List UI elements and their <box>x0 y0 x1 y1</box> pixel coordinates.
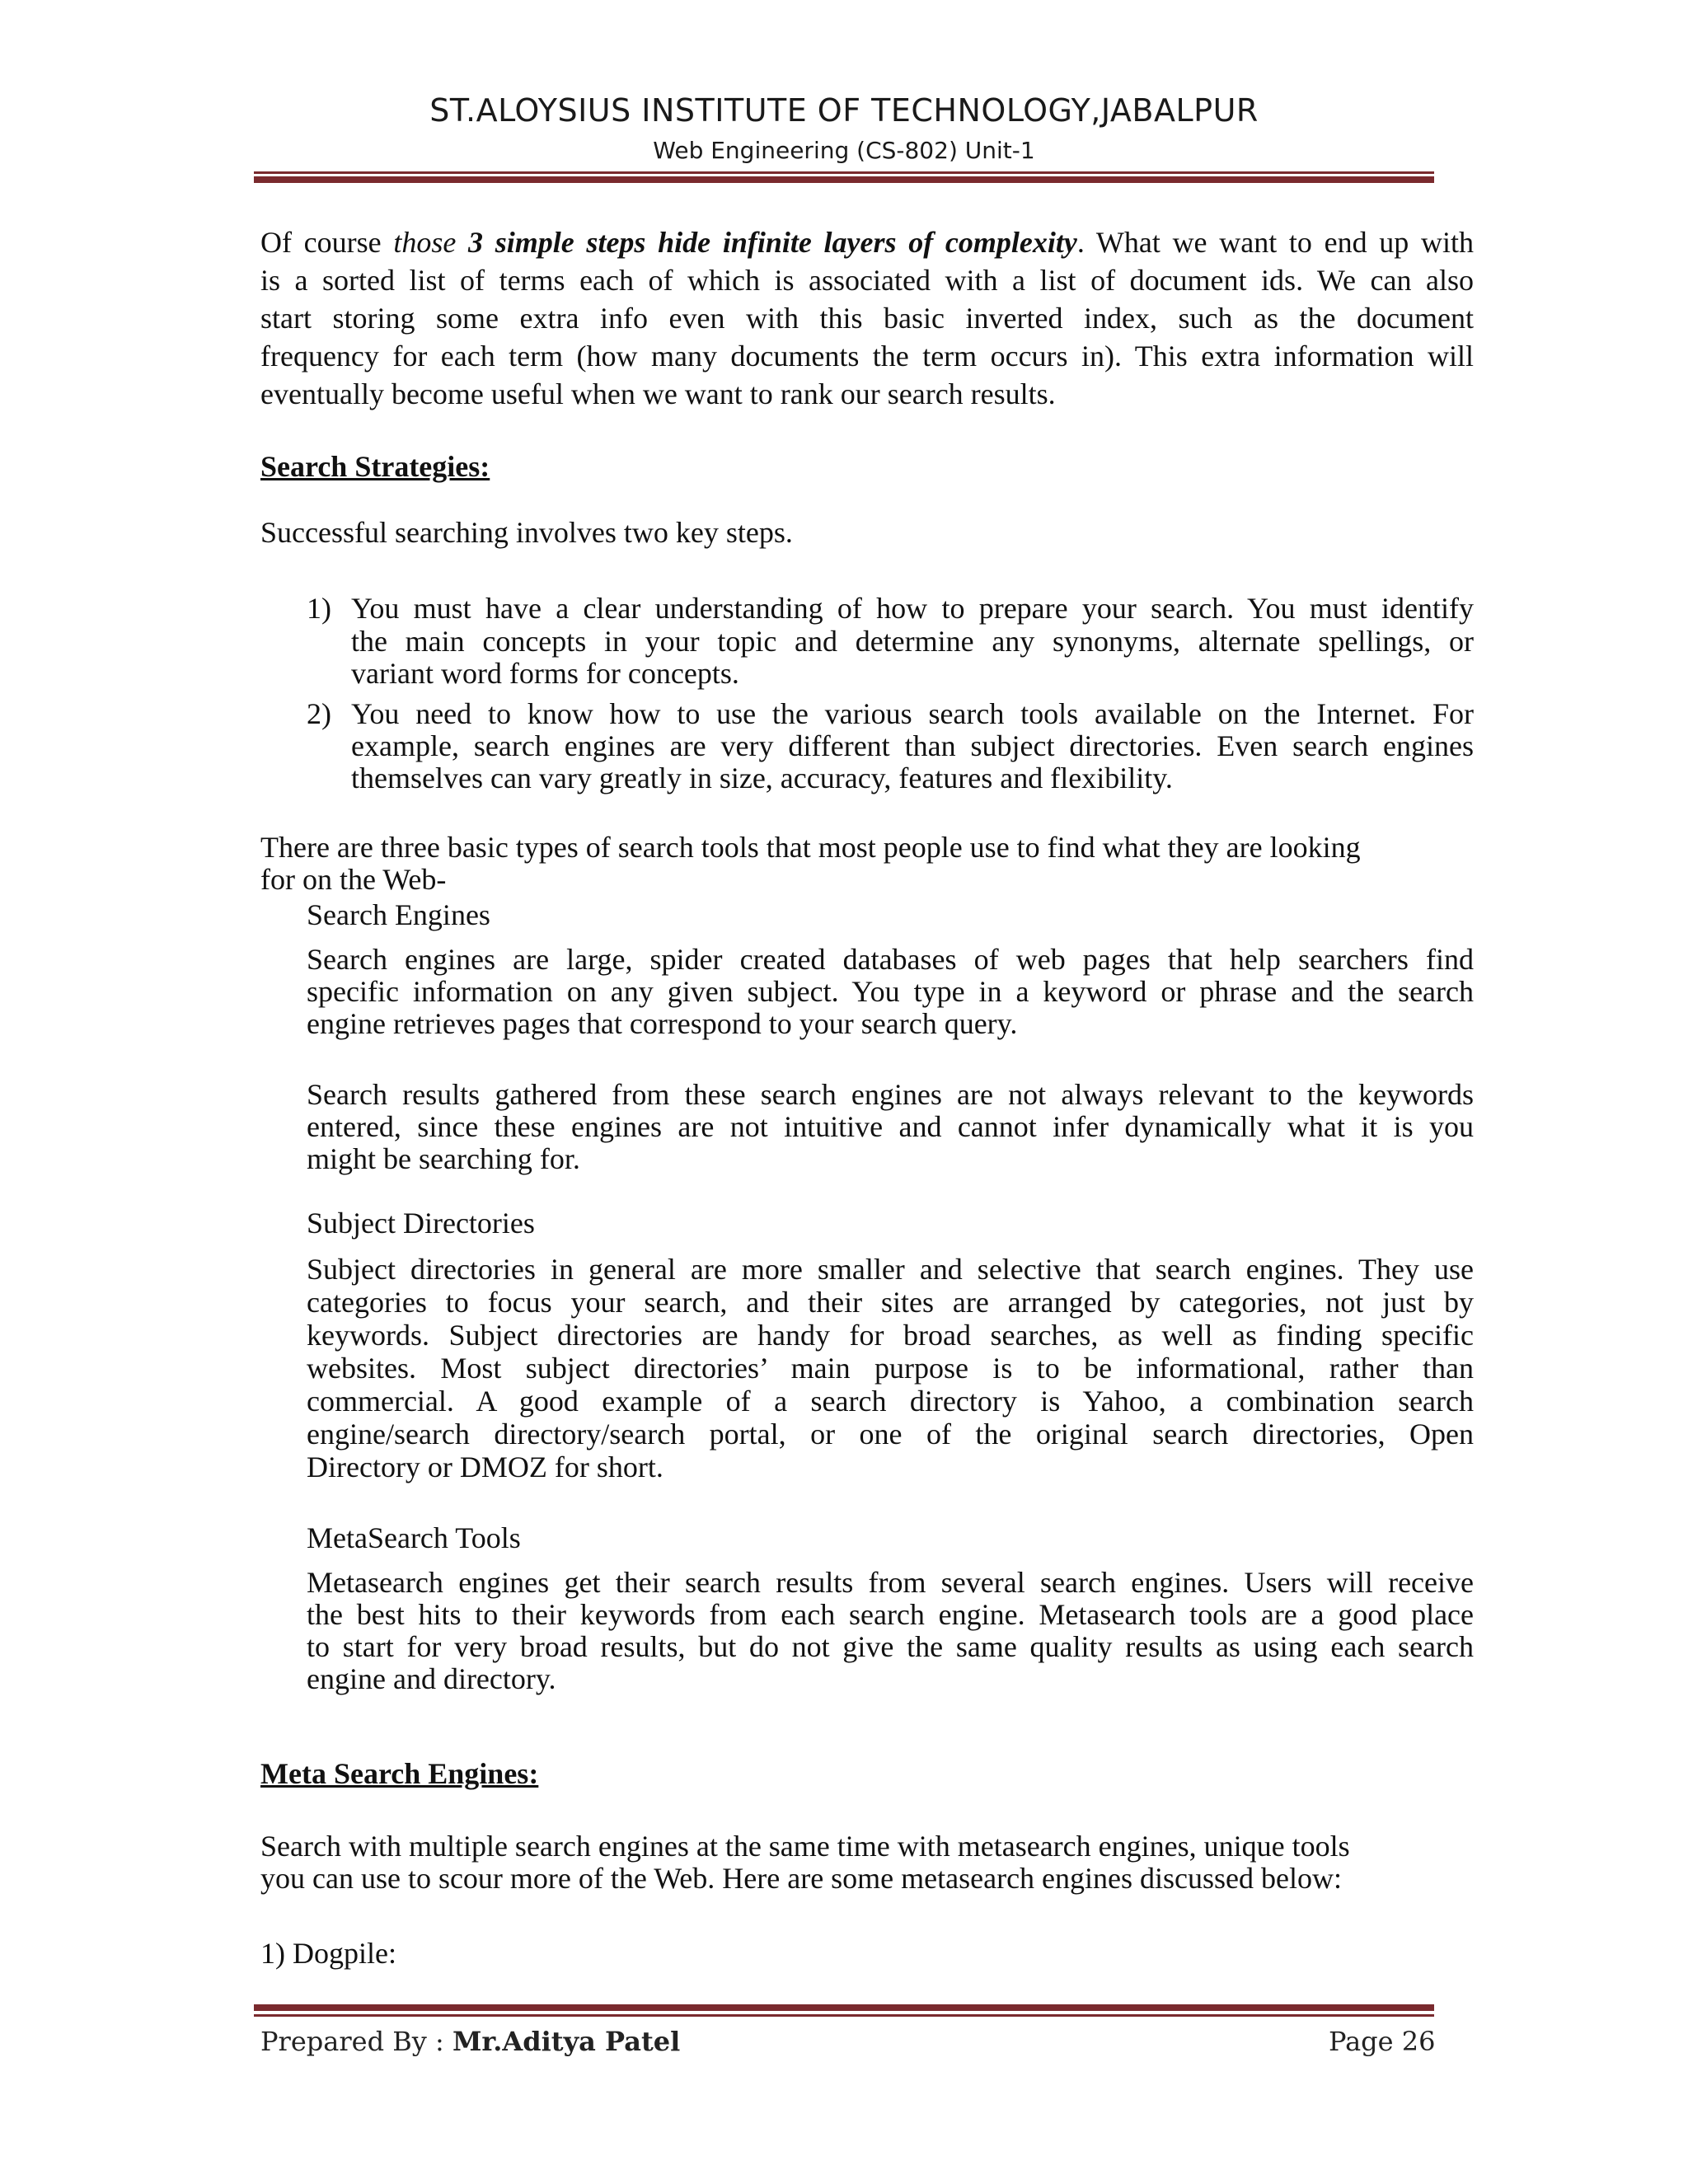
search-engines-p2-line-3: might be searching for. <box>307 1142 580 1175</box>
page-number: Page 26 <box>1329 2026 1436 2057</box>
intro-line-1: Of course those 3 simple steps hide infinite layers of complexity. What we want to end up with <box>260 226 1474 259</box>
list-item-2-line-3: themselves can vary greatly in size, accuracy, features and flexibility. <box>351 762 1173 794</box>
subject-directories-line-5: commercial. A good example of a search directory is Yahoo, a combination search <box>307 1385 1474 1418</box>
tools-intro-line-2: for on the Web- <box>260 863 447 896</box>
list-item-2-line-2: example, search engines are very different than subject directories. Even search engines <box>351 729 1474 762</box>
subject-directories-line-2: categories to focus your search, and their sites are arranged by categories, not just by <box>307 1286 1474 1319</box>
author-name: Mr.Aditya Patel <box>452 2026 681 2057</box>
intro-line-4: frequency for each term (how many documents the term occurs in). This extra information will <box>260 340 1474 373</box>
list-item-1-number: 1) <box>307 592 331 625</box>
metasearch-tools-line-1: Metasearch engines get their search results from several search engines. Users will receive <box>307 1566 1474 1599</box>
list-item-1-line-3: variant word forms for concepts. <box>351 657 739 690</box>
metasearch-tools-title: MetaSearch Tools <box>307 1521 521 1554</box>
institute-title: ST.ALOYSIUS INSTITUTE OF TECHNOLOGY,JABALPUR <box>429 92 1259 129</box>
list-item-1-line-2: the main concepts in your topic and determine any synonyms, alternate spellings, or <box>351 625 1474 658</box>
subject-directories-line-1: Subject directories in general are more smaller and selective that search engines. They use <box>307 1253 1474 1286</box>
intro-line-3: start storing some extra info even with this basic inverted index, such as the document <box>260 302 1474 335</box>
search-strategies-heading: Search Strategies: <box>260 450 490 483</box>
meta-search-line-2: you can use to scour more of the Web. Here are some metasearch engines discussed below: <box>260 1862 1342 1895</box>
metasearch-tools-line-4: engine and directory. <box>307 1662 556 1695</box>
search-engines-p1-line-2: specific information on any given subject. You type in a keyword or phrase and the search <box>307 975 1474 1008</box>
list-item-2-number: 2) <box>307 697 331 730</box>
header-rule-thick <box>254 176 1434 183</box>
metasearch-tools-line-3: to start for very broad results, but do not give the same quality results as using each search <box>307 1630 1474 1663</box>
subject-directories-title: Subject Directories <box>307 1207 535 1240</box>
metasearch-tools-line-2: the best hits to their keywords from each search engine. Metasearch tools are a good place <box>307 1598 1474 1631</box>
intro-line-5: eventually become useful when we want to rank our search results. <box>260 377 1056 410</box>
subject-directories-line-4: websites. Most subject directories’ main purpose is to be informational, rather than <box>307 1352 1474 1385</box>
meta-search-engines-heading: Meta Search Engines: <box>260 1757 539 1790</box>
footer-rule-thin <box>254 2014 1434 2017</box>
subject-directories-line-6: engine/search directory/search portal, or one of the original search directories, Open <box>307 1418 1474 1451</box>
meta-search-line-1: Search with multiple search engines at the same time with metasearch engines, unique tools <box>260 1830 1350 1863</box>
search-engines-title: Search Engines <box>307 898 490 931</box>
subject-directories-line-3: keywords. Subject directories are handy for broad searches, as well as finding specific <box>307 1319 1474 1352</box>
list-item-2-line-1: You need to know how to use the various search tools available on the Internet. For <box>351 697 1474 730</box>
subject-directories-line-7: Directory or DMOZ for short. <box>307 1451 663 1483</box>
prepared-by: Prepared By : Mr.Aditya Patel <box>260 2026 681 2057</box>
dogpile-item: 1) Dogpile: <box>260 1937 396 1970</box>
search-engines-p1-line-3: engine retrieves pages that correspond to your search query. <box>307 1007 1018 1040</box>
search-engines-p1-line-1: Search engines are large, spider created databases of web pages that help searchers find <box>307 943 1474 976</box>
course-subtitle: Web Engineering (CS-802) Unit-1 <box>653 137 1035 164</box>
header-rule-thin <box>254 171 1434 174</box>
search-engines-p2-line-2: entered, since these engines are not intuitive and cannot infer dynamically what it is you <box>307 1110 1474 1143</box>
tools-intro-line-1: There are three basic types of search tools that most people use to find what they are looking <box>260 831 1361 864</box>
footer-rule-thick <box>254 2004 1434 2011</box>
list-item-1-line-1: You must have a clear understanding of how to prepare your search. You must identify <box>351 592 1474 625</box>
search-engines-p2-line-1: Search results gathered from these search engines are not always relevant to the keywords <box>307 1078 1474 1111</box>
intro-line-2: is a sorted list of terms each of which is associated with a list of document ids. We can also <box>260 264 1474 297</box>
strategies-lead: Successful searching involves two key steps. <box>260 516 793 549</box>
